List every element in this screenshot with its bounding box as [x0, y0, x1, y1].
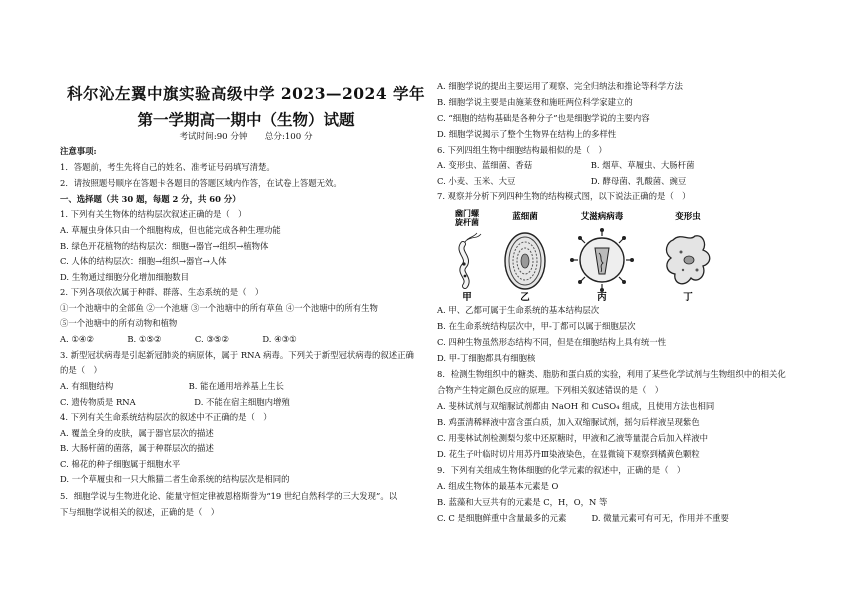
hiv-virus-drawing	[570, 228, 634, 292]
question-line: D. 一个草履虫和一只大熊猫二者生命系统的结构层次是相同的	[60, 474, 290, 484]
question-line: 的是（ ）	[60, 365, 102, 375]
organism-name-jia-line: 旋杆菌	[455, 218, 479, 227]
question-line: B. 细胞学说主要是由施莱登和施旺两位科学家建立的	[437, 97, 633, 107]
section-heading: 一、选择题（共 30 题，每题 2 分，共 60 分）	[60, 194, 241, 204]
question-line: B. 在生命系统结构层次中，甲-丁都可以属于细胞层次	[437, 321, 636, 331]
question-line: ①一个池塘中的全部鱼 ②一个池塘 ③一个池塘中的所有草鱼 ④一个池塘中的所有生物	[60, 303, 378, 313]
question-line: A. 甲、乙都可属于生命系统的基本结构层次	[437, 305, 600, 315]
organism-name-jia	[455, 208, 480, 227]
question-line: 5．细胞学说与生物进化论、能量守恒定律被恩格斯誉为“19 世纪自然科学的三大发现”。以	[60, 491, 398, 501]
question-line: B. 大肠杆菌的菌落，属于种群层次的描述	[60, 443, 214, 453]
question-line: ⑤一个池塘中的所有动物和植物	[60, 318, 178, 328]
organism-name-yi: 蓝细菌	[512, 212, 538, 222]
question-line: 9．下列有关组成生物体细胞的化学元素的叙述中，正确的是（ ）	[437, 465, 686, 475]
organism-figure	[437, 206, 832, 302]
question-line: A. 组成生物体的最基本元素是 O	[437, 481, 559, 491]
question-line: 6. 下列四组生物中细胞结构最相似的是（ ）	[437, 145, 607, 155]
question-line: A. 覆盖全身的皮肤，属于器官层次的描述	[60, 428, 214, 438]
question-line: 8．检测生物组织中的糖类、脂肪和蛋白质的实验，利用了某些化学试剂与生物组织中的相关化	[437, 369, 786, 379]
question-line: C. 小麦、玉米、大豆 D. 酵母菌、乳酸菌、豌豆	[437, 176, 687, 186]
question-line: B. 蓝藻和大豆共有的元素是 C，H，O，N 等	[437, 497, 608, 507]
question-line: D. 细胞学说揭示了整个生物界在结构上的多样性	[437, 129, 617, 139]
question-line: C. C 是细胞鲜重中含量最多的元素 D. 微量元素可有可无，作用并不重要	[437, 513, 729, 523]
notice-item: 1．答题前，考生先将自己的姓名、准考证号码填写清楚。	[60, 162, 275, 172]
question-line: A. 有细胞结构 B. 能在通用培养基上生长	[60, 381, 284, 391]
question-line: B. 鸡蛋清稀释液中富含蛋白质，加入双缩脲试剂，摇匀后样液呈现紫色	[437, 417, 700, 427]
question-line: 3. 新型冠状病毒是引起新冠肺炎的病原体，属于 RNA 病毒。下列关于新型冠状病毒的叙述正确	[60, 350, 414, 360]
question-line: 2. 下列各项依次属于种群、群落、生态系统的是（ ）	[60, 287, 264, 297]
question-line: A. ①④② B. ①⑤② C. ③⑤② D. ④③①	[60, 334, 297, 344]
notice-heading: 注意事项:	[60, 146, 97, 156]
question-line: 下与细胞学说相关的叙述，正确的是（ ）	[60, 507, 220, 517]
question-line: C. “细胞的结构基础是各种分子”也是细胞学说的主要内容	[437, 113, 650, 123]
organism-name-ding: 变形虫	[675, 212, 701, 222]
question-line: D. 花生子叶临时切片用苏丹Ⅲ染液染色，在显微镜下观察到橘黄色颗粒	[437, 449, 700, 459]
page-subtitle: 第一学期高一期中（生物）试题	[137, 110, 355, 129]
notice-item: 2．请按照题号顺序在答题卡各题目的答题区域内作答，在试卷上答题无效。	[60, 178, 342, 188]
helicobacter-drawing	[461, 233, 481, 286]
amoeba-drawing	[667, 236, 710, 284]
question-line: 4. 下列有关生命系统结构层次的叙述中不正确的是（ ）	[60, 412, 272, 422]
question-line: A. 草履虫身体只由一个细胞构成，但也能完成各种生理功能	[60, 225, 281, 235]
question-line: C. 人体的结构层次：细胞→组织→器官→人体	[60, 256, 227, 266]
question-line: C. 棉花的种子细胞属于细胞水平	[60, 459, 181, 469]
question-line: 7. 观察并分析下列四种生物的结构模式图，以下说法正确的是（ ）	[437, 191, 691, 201]
question-line: 1. 下列有关生物体的结构层次叙述正确的是（ ）	[60, 209, 247, 219]
page-title: 科尔沁左翼中旗实验高级中学 2023—2024 学年	[66, 84, 426, 103]
question-line: C. 用斐林试剂检测梨匀浆中还原糖时，甲液和乙液等量混合后加入样液中	[437, 433, 709, 443]
question-line: 合物产生特定颜色反应的原理。下列相关叙述错误的是（ ）	[437, 385, 664, 395]
question-line: C. 遗传物质是 RNA D. 不能在宿主细胞内增殖	[60, 397, 290, 407]
exam-info: 考试时间:90 分钟 总分:100 分	[179, 132, 313, 142]
question-line: C. 四种生物虽然形态结构不同，但是在细胞结构上具有统一性	[437, 337, 667, 347]
figure-tag-ding: 丁	[683, 292, 693, 302]
figure-tag-jia: 甲	[462, 292, 472, 302]
question-line: A. 变形虫、蓝细菌、香菇 B. 烟草、草履虫、大肠杆菌	[437, 160, 695, 170]
figure-tag-bing: 丙	[597, 292, 607, 302]
figure-tag-yi: 乙	[520, 292, 530, 302]
cyanobacteria-drawing	[505, 233, 545, 289]
question-line: D. 生物通过细胞分化增加细胞数目	[60, 272, 189, 282]
organism-name-jia-line: 幽门螺	[455, 209, 479, 218]
question-line: A. 细胞学说的提出主要运用了观察、完全归纳法和推论等科学方法	[437, 81, 683, 91]
question-line: A. 斐林试剂与双缩脲试剂都由 NaOH 和 CuSO₄ 组成，且使用方法也相同	[437, 401, 715, 411]
organism-name-bing: 艾滋病病毒	[580, 212, 624, 222]
question-line: B. 绿色开花植物的结构层次：细胞→器官→组织→植物体	[60, 241, 269, 251]
question-line: D. 甲-丁细胞都具有细胞核	[437, 353, 536, 363]
